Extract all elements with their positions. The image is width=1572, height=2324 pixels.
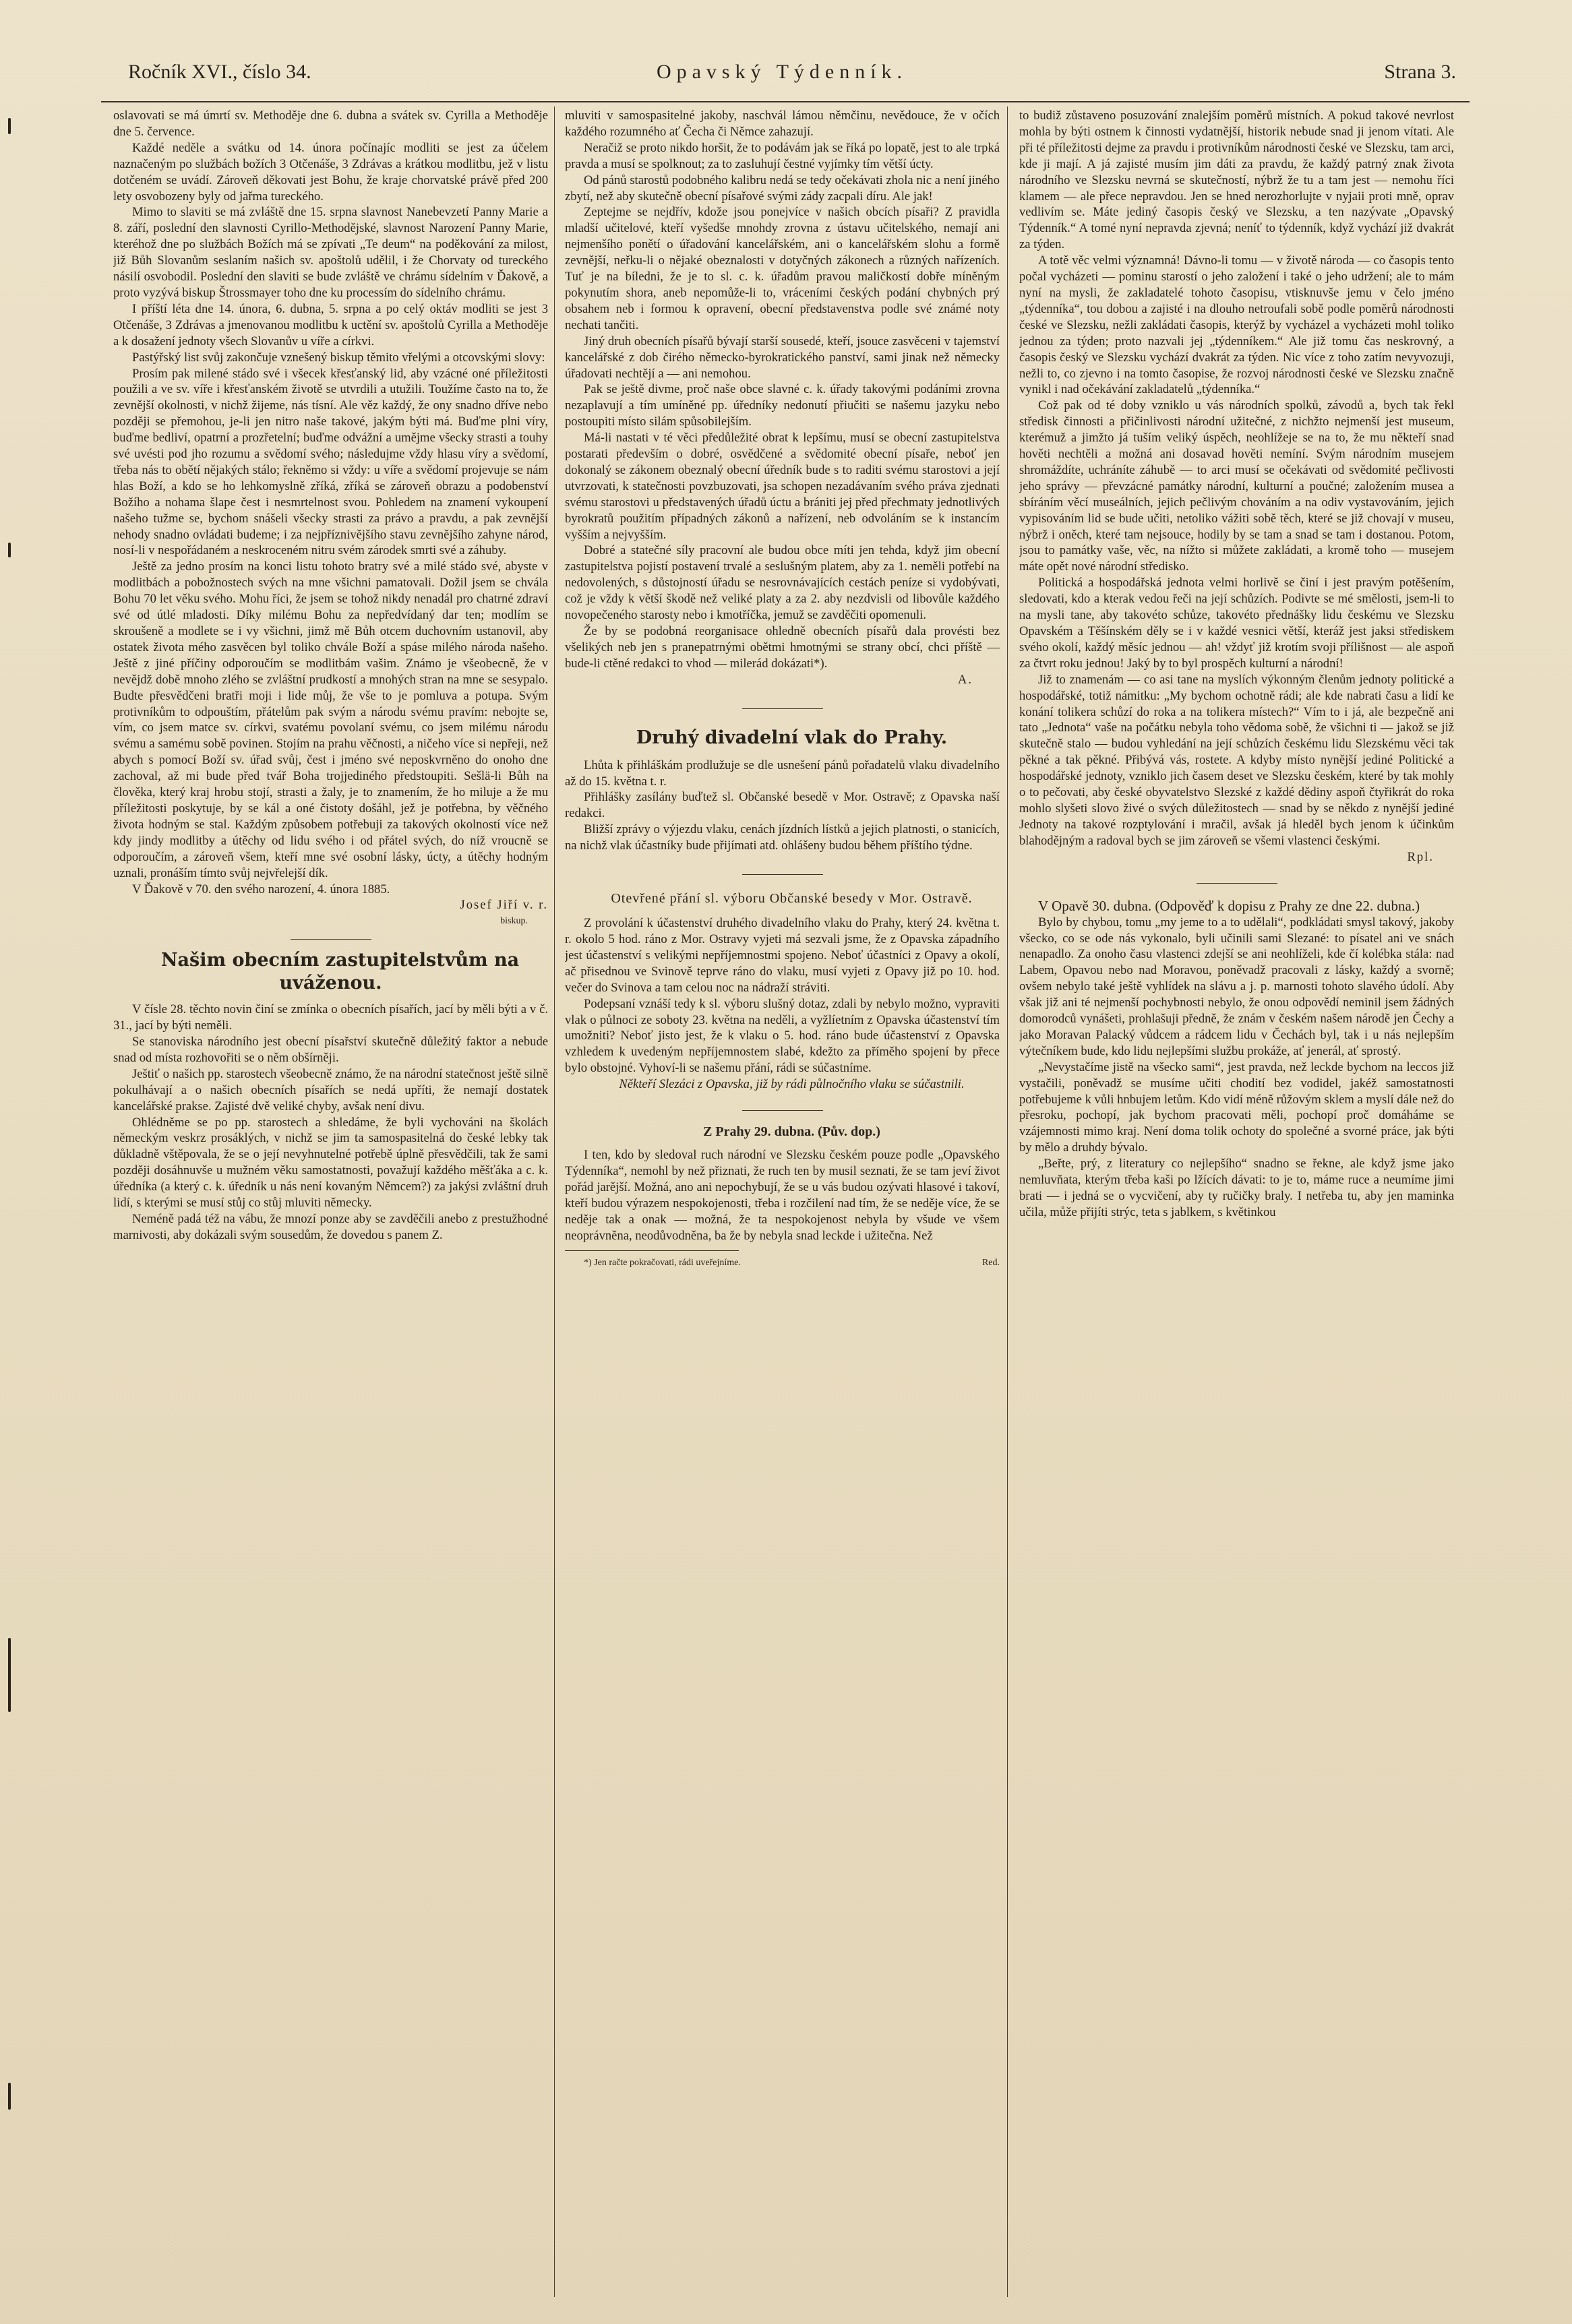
- paragraph: Pastýřský list svůj zakončuje vznešený biskup těmito vřelými a otcovskými slovy:: [132, 350, 545, 365]
- column-rule: [554, 106, 555, 2297]
- footnote-rule: [565, 1250, 739, 1251]
- footnote-text: *) Jen račte pokračovati, rádi uveřejníme.: [584, 1258, 741, 1268]
- footnote: [565, 1255, 1000, 1271]
- paragraph: Že by se podobná reorganisace ohledně obecních písařů dala provésti bez všelikých neb jen s pranepatrnými obětmi hmotnými se strany obcí, chci příště — bude-li ctěné redakci to vhod — milerád dokázati*).: [565, 624, 1000, 671]
- paragraph: Bylo by chybou, tomu „my jeme to a to udělali“, podkládati smysl takový, jakoby všecko, co se ode nás vykonalo, byli učinili sami Slezané: to písatel ani ve snách nenapadlo. Za onoho času vlastenci zdejší se ani neohlíželi, kde čí kolébka stála: nad Labem, Opavou nebo nad Moravou, poněvadž pracovali z lásky, každý a svorně; ovšem nebylo také ještě vyhlídek na slávu a j. p. marnosti tohoto slavého údolí. Aby však již ani té nejmenší pochybnosti nebylo, že onou odpovědí neminil jsem žádných domorodců vynášeti, prohlašuji předně, že znám v českém našem národě jen Čechy a jako Moravan Palacký vůdcem a rádcem lidu v Čechách byl, tak i u nás nejlepším výtečníkem bude, kdo lidu nejlepšími službu prokáže, ať jenerál, ať sprostý.: [1019, 915, 1454, 1058]
- section-divider: [742, 708, 823, 709]
- article-headline: V Opavě 30. dubna. (Odpověď k dopisu z Prahy ze dne 22. dubna.): [1038, 897, 1420, 914]
- author-initial: Rpl.: [1407, 849, 1434, 864]
- binder-hole-mark: [8, 543, 11, 557]
- binder-hole-mark: [8, 2083, 11, 2110]
- paragraph: Přihlášky zasílány buďtež sl. Občanské besedě v Mor. Ostravě; z Opavska naší redakci.: [565, 790, 1000, 821]
- column-1: [113, 108, 548, 2292]
- newspaper-title: Opavský Týdenník.: [656, 61, 908, 83]
- paragraph: V čísle 28. těchto novin činí se zmínka o obecních písařích, jací by měli býti a v č. 31., jací by býti neměli.: [113, 1002, 548, 1033]
- paragraph: Pak se ještě divme, proč naše obce slavné c. k. úřady takovými podáními zrovna nezaplavují a tím umíněné pp. úředníky nedonutí přiučiti se našemu jazyku nebo postoupiti místo silám spůsobilejším.: [565, 382, 1000, 429]
- article-headline: Z Prahy 29. dubna. (Pův. dop.): [703, 1124, 880, 1140]
- paragraph: Z provolání k účastenství druhého divadelního vlaku do Prahy, který 24. května t. r. okolo 5 hod. ráno z Mor. Ostravy vyjeti má sezvali jsme, že z Opavska západního jest účastenství s velikými nepříjemnostmi spojeno. Neboť účastníci z Opavy a okolí, ač přisednou ve Svinově teprve ráno do vlaku, musí vyjeti z Opavy již po 10. hod. večer do Svinova a tam celou noc na nádraží stráviti.: [565, 916, 1000, 995]
- paragraph: Bližší zprávy o výjezdu vlaku, cenách jízdních lístků a jejich platnosti, o stanicích, na nichž vlak účastníky bude přijímati atd. ohlášeny budou během příštího týdne.: [565, 822, 1000, 853]
- paragraph: „Nevystačíme jistě na všecko sami“, jest pravda, než leckde bychom na leccos již vystačili, poněvadž se musíme učiti chodití bez vodidel, jakéž samostatnosti potřebujeme k vůli hnbujem letům. Kdo vidí méně růžovým sklem a myslí dále než do přesroku, pochopí, jak bychom pracovati měli, pochopí proč domáháme se vzájemnosti mimo kraj. Není doma tolik ochoty do společné a svorné práce, jak býti by mělo a druhdy bývalo.: [1019, 1060, 1454, 1155]
- dateline: V Ďakově v 70. den svého narození, 4. února 1885.: [132, 882, 390, 896]
- paragraph: I ten, kdo by sledoval ruch národní ve Slezsku českém pouze podle „Opavského Týdenníka“, nemohl by než přiznati, že ruch ten by musil seznati, že se tam jeví život pořád jarější. Možná, ano ani nepochybují, že se u vás budou ozývati hlasové i takoví, kteří budou výrazem nespokojenosti, třeba i rozčilení nad tím, že se neděje více, že se neděje tak a onak — možná, že ta nespokojenost nebyla by všude ve všem neoprávněna, neodůvodněna, ba že by nebyla snad leckde i užitečna. Než: [565, 1148, 1000, 1243]
- paragraph: Ještě za jedno prosím na konci listu tohoto bratry své a milé stádo své, abyste v modlitbách a pobožnostech svých na mne všichni pamatovali. Dožil jsem se chvála Bohu 70 let věku svého. Mohu říci, že jsem se tohož nikdy nenadál pro chatrné zdraví své od útlé mladosti. Díky milému Bohu za nepředvídaný dar ten; modlím se skroušeně a modlete se i vy všichni, jimž mě Bůh otcem duchovním ustanovil, aby ostatek života mého zasvěcen byl toliko chvále Boží a spáse milého národa našeho. Ještě z jiné příčiny odporoučím se modlitbám vašim. Známo je všeobecně, že v nevějdž době mnoho zlého se zvláštní prudkostí a mnohých stran na mne se sesypalo. Budte přesvědčeni bratři moji i lide můj, že vše to je pomluva a potupa. Svým protivníkům to odpouštím, přátelům pak svým a národu svému pravím: nebojte se, vím, co jsem matce sv. církvi, svatému povolaní svému, co jsem milému národu svému a samému sobě povinen. Stojím na prahu věčnosti, a ničeho více si nepřeji, než abych s pomocí Boží sv. úřad svůj, čest i jméno své neposkvrněno do onoho dne zachoval, až mi bude před tvář Boha trojjediného předstoupiti. Sešlä-li Bůh na člověka, který kraj hrobu stojí, strasti a žaly, je to znamením, že ho miluje a že mu příležitosti poskytuje, by se kál a oné čistoty došáhl, jež je potřebna, by věčného života hodným se stal. Každým způsobem potřebuji za takových okolností více než kdy jindy modlitby a útěchy od lidu svého i od přátel svých, do níž vroucně se odporoučím, a zároveň všem, kteří mne své osobní lásky, úcty, a útěchy hodným uznali, pronáším tímto svůj nejvřelejší dík.: [113, 559, 548, 880]
- section-divider: [1197, 883, 1277, 884]
- paragraph: Jiný druh obecních písařů bývají starší sousedé, kteří, jsouce zasvěceni v tajemství kancelářské z dob čirého německo-byrokratického panství, sami jinak než německy úřadovati nechtějí a — ani nemohou.: [565, 334, 1000, 381]
- footnote-editor: Red.: [981, 1258, 1000, 1268]
- signature-title: biskup.: [500, 916, 528, 927]
- section-divider: [742, 874, 823, 875]
- paragraph: Neračiž se proto nikdo horšit, že to podávám jak se říká po lopatě, jest to ale trpká pravda a musí se spolknout; za to zasluhují čestné vyjímky tím větší úcty.: [565, 140, 1000, 171]
- paragraph: I příští léta dne 14. února, 6. dubna, 5. srpna a po celý oktáv modliti se jest 3 Otčenáše, 3 Zdrávas a jmenovanou modlitbu k uctění sv. apoštolů Cyrilla a Methoděje a k dosažení jednoty všech Slovanův u víře a církvi.: [113, 301, 548, 348]
- paragraph: mluviti v samospasitelné jakoby, naschvál lámou němčinu, nevědouce, že v očích každého rozumného ať Čecha či Němce zahazují.: [565, 109, 1000, 139]
- binder-hole-mark: [8, 1638, 11, 1712]
- paragraph: Má-li nastati v té věci předůležité obrat k lepšímu, musí se obecní zastupitelstva postarati především o dobré, osvědčené a svědomité obecní písaře, neboť jen dokonalý se zákonem obeznalý obecní úředník bude s to raditi svému starostovi a její utvrzovati, k statečnosti povzbuzovati, jsa schopen nezadávaním svého práva zjednati svému starostovi u představených úřadů úctu a brániti jej před přechmaty jednotlivých byrokratů použitím případných zákonů a nařízení, neb odvoláním se k instancím vyšším a nejvyšším.: [565, 431, 1000, 542]
- paragraph: Ještiť o našich pp. starostech všeobecně známo, že na národní statečnost ještě silně pokulhávají a o našich obecních písařích se nedá upříti, že nemají dostatek kancelářské prakse. Zajisté dvě veliké chyby, avšak není divu.: [113, 1066, 548, 1113]
- section-divider: [291, 939, 371, 940]
- paragraph: Se stanoviska národního jest obecní písařství skutečně důležitý faktor a nebude snad od místa rozhovořiti se o něm obšírněji.: [113, 1035, 548, 1065]
- page-header: [101, 61, 1463, 92]
- paragraph: Od pánů starostů podobného kalibru nedá se tedy očekávati zhola nic a není jiného zbytí, než aby skutečně obecní písařové svými zády zacpali díru. Ale jak!: [565, 173, 1000, 204]
- paragraph: Zeptejme se nejdřív, kdože jsou ponejvíce v našich obcích písaři? Z pravidla mladší učitelové, kteří vyšedše mnohdy zrovna z ústavu učitelského, nemají ani nejmenšího ponětí o úřadování kancelářském, ani o kancelářském slohu a formě zevnější, neřku-li o nějaké obeznalosti v dotyčných zákonech a různých nařízeních. Tuť je na bíledni, že je to sl. c. k. úřadům pravou maličkostí dobře míněným pokynutím shora, aneb nepomůže-li to, vráceními českých podání chybných prý obsahem neb i formou k opravení, obecní představenstva podle své známé noty nechati tančiti.: [565, 205, 1000, 332]
- paragraph: Každé neděle a svátku od 14. února počínajíc modliti se jest za účelem naznačeným po službách božích 3 Otčenáše, 3 Zdrávas a krátkou modlitbu, jež v listu dotčeném se uvádí. Zároveň děkovati jest Bohu, že kraje chorvatské právě před 200 lety osvobozeny byly od jařma tureckého.: [113, 140, 548, 204]
- paragraph: Lhůta k přihláškám prodlužuje se dle usnešení pánů pořadatelů vlaku divadelního až do 15. května t. r.: [565, 758, 1000, 789]
- column-3: [1019, 108, 1454, 2292]
- page-number: Strana 3.: [1384, 61, 1456, 83]
- paragraph: Dobré a statečné síly pracovní ale budou obce míti jen tehda, když jim obecní zastupitelstva pojistí postavení trvalé a seslušným platem, aby za 1. neměli potřebí na nedovolených, s důstojností úřadu se nesrovnávajících cestách peníze si vydobývati, což je vždy k větší škodě než veliké platy a za 2. aby nezdvisli od libovůle každého novopečeného starosty nebo i kmotříčka, jemuž se zavděčiti opomenuli.: [565, 543, 1000, 623]
- binder-hole-mark: [8, 118, 11, 134]
- article-headline: Otevřené přání sl. výboru Občanské besedy v Mor. Ostravě.: [611, 891, 973, 907]
- signature: Josef Jiří v. r.: [460, 898, 548, 913]
- section-divider: [742, 1110, 823, 1111]
- volume-issue: Ročník XVI., číslo 34.: [128, 61, 311, 83]
- column-2: [565, 108, 1000, 2292]
- paragraph: Neméně padá též na vábu, že mnozí ponze aby se zavděčili anebo z prestužhodné marnivosti, aby dokázali svým sousedům, že dovedou s panem Z.: [113, 1212, 548, 1242]
- paragraph: to budiž zůstaveno posuzování znalejším poměrů místních. A pokud takové nevrlost mohla by býti ostnem k činnosti vydatnější, historik nebude snad ji jenom vítati. Ale při té příležitosti dejme za pravdu i protivníkům národnosti české ve Slezsku, tam arci, kde ji mají. A já zajisté musím jim dáti za pravdu, že každý patrný znak života národního ve Slezsku nevrná se skutečností, nýbrž že tu a tam jest — nemohu říci klamem — ale přece nepravdou. Jen se hned nerozhorlujte v nyjaii proti mně, oprav vedlivím se. Máte jediný časopis český ve Slezsku, a ten nazývate „Opavský Týdenník.“ A tomé nyní nepravda zjevná; neníť to týdenník, když vychází již dvakrát za týden.: [1019, 109, 1454, 252]
- paragraph: A totě věc velmi významná! Dávno-li tomu — v životě národa — co časopis tento počal vycházeti — pominu starostí o jeho založení i také o jeho udržení; ale to mám nyní na mysli, že zakladatelé tohoto časopisu, vtisknuvše jemu v čelo jméno „týdenníka“, tou dobou a zajisté i na dlouho netroufali sobě podle poměrů národnosti české ve Slezsku, nežli zakládati časopis, kterýž by vycházel a vycházeti mohl toliko jednou za týden; proto nazvali jej „týdenníkem.“ Ale již tomu čas neskrovný, a časopis český ve Slezsku vychází dvakrát za týden. Nic více z toho zatím nevyvozuji, nežli to, co zjevno i na tomto časopise, že rozvoj národnosti české ve Slezsku značně vynikl i nad očekávání zakladatelů „týdenníka.“: [1019, 253, 1454, 397]
- letter-signature: Někteří Slezáci z Opavska, již by rádi půlnočního vlaku se súčastnili.: [619, 1077, 965, 1092]
- column-rule: [1007, 106, 1008, 2297]
- paragraph: Ohlédněme se po pp. starostech a shledáme, že byli vychováni na školách německým veskrz prosáklých, v nichž se jim ta samospasitelná do české lebky tak důkladně vštěpovala, že se o její nevyhnutelné potřebě úplně přesvědčili, tak že sami později dosáhnuvše u mužném věku samostatnosti, považují každého měšťáka a c. k. úředníka (a který c. k. úředník u nás není kovaným Němcem?) za jakýsi zvláštní druh lidí, s kterými se musí stůj co stůj mluviti německy.: [113, 1115, 548, 1211]
- paragraph: oslavovati se má úmrtí sv. Methoděje dne 6. dubna a svátek sv. Cyrilla a Methoděje dne 5. července.: [113, 109, 548, 139]
- paragraph: Již to znamenám — co asi tane na myslích výkonným členům jednoty politické a hospodářské, totiž námitku: „My bychom ochotně rádi; ale kde nabrati času a lidí ke konání tolikera schůzí do roka a na tolikera místech?“ Vím to i já, ale bezpečně ani tato „Jednota“ vaše na počátku nebyla toho vědoma sobě, že všichni ti — jakož se již skutečně stalo — budou vyhledání na její schůzích českému lidu Slezskému věci tak pěkné a tak pěkné. Přibývá vás, rostete. A kdyby místo nynější jediné Politické a hospodářské jednoty, vzniklo jich časem deset ve Slezsku českém, které by tak mohly o to pečovati, aby české obyvatelstvo Slezské z každé dědiny aspoň čtyřikrát do roka mohlo slyšeti slovo živé o svých důležitostech — snad by se někdo z nynější jediné Jednoty na takové rozptylování i mračil, avšak já hleděl bych jenom k účinkům blahodějným a radoval bych se jim zároveň se všemi vlastenci českými.: [1019, 672, 1454, 848]
- paragraph: Politická a hospodářská jednota velmi horlivě se činí i jest pravým potěšením, sledovati, kdo a kterak vedou řeči na její schůzích. Podivte se mé smělosti, jsem-li to na mysli tane, aby takovéto schůze, takovéto přednášky lidu českému ve Slezsku Opavském a Těšínském děly se i v každé vesnici větší, kteráž jest jaksi střediskem svého okolí, každý měsíc jednou — ah! vždyť již krotím svoji přílišnost — ale aspoň za čtvrt roku jednou! Jaký by to byl prospěch kulturní a národní!: [1019, 576, 1454, 671]
- paragraph: Prosím pak milené stádo své i všecek křesťanský lid, aby vzácné oné příležitosti použili a ve sv. víře i křesťanském životě se utvrdili a utužili. Toužíme často na to, že zevnější okolnosti, v nichž žijeme, nás tísní. Ale věz každý, že ony snadno dříve nebo později se přemohou, je-li jen nitro naše takové, jakým býti má. Buďme plni víry, buďme bedliví, opatrní a prozřetelní; buďme odvážní a umějme všecky strasti a touhy své uvésti pod jho rozumu a svědomí svého; následujme vždy hlasu víry a svědomí, třeba nás to obětí nějakých stálo; řekněmo si vždy: u víře a svědomí projevuje se nám hlas Boží, a kdo se ho lehkomyslně zříká, zříká se zároveň obrazu a podobenství Božího a nohama šlape čest i nesmrtelnost svou. Pohledem na znamení vykoupení našeho tužme se, bychom snášeli všecky strasti za právo a pravdu, a pak zevnější nehody snadno ovládati budeme; i za nejpříznivějšího stavu zevnějšího zahyne národ, nosí-li v nespořádaném a neskroceném nitru svém zárodek smrti své a záhuby.: [113, 366, 548, 558]
- paragraph: Což pak od té doby vzniklo u vás národních spolků, závodů a, bych tak řekl středisk činnosti a přičinlivosti národní užitečné, z nichžto nejmenší jest museum, kterémuž a jimžto já tuším veliký úspěch, neohlížeje se na to, že mu někteří snad hověti nechtěli a možná ani dosavad hověti nemíní. Svým národním musejem shromáždíte, uchráníte záhubě — to arci musí se očekávati od svědomité pečlivosti jeho správy — převzácné památky národní, kulturní a poučné; založením musea a sbíráním věcí museálních, jejich pečlivým chováním a na odiv vystavováním, jejich vypisováním lid se bude učiti, netoliko vážiti sobě těch, které se již chovají v museu, nýbrž i oněch, které tam nejsouce, hodily by se tam a snad se tam i dostanou. Potom, jsou to památky vaše, věc, na nížto si můžete zakládati, a kromě toho — musejem máte opět nové národní středisko.: [1019, 398, 1454, 574]
- paragraph: Podepsaní vznáší tedy k sl. výboru slušný dotaz, zdali by nebylo možno, vypraviti vlak o půlnoci ze soboty 23. května na neděli, a vyžlíetním z Opavska účastenství tím umožniti? Neboť jisto jest, že k vlaku o 5. hod. ráno bude účastenství z Opavska vzhledem k uvedeným nepříjemnostem slabé, kdežto za příměho spojení by přece bylo obstojné. Vyhoví-li se našemu přání, rádi se súčastníme.: [565, 996, 1000, 1076]
- article-headline: Druhý divadelní vlak do Prahy.: [636, 727, 948, 748]
- paragraph: „Beřte, prý, z literatury co nejlepšího“ snadno se řekne, ale když jsme jako nemluvňata, kterým třeba kaši po lžících dávati: to je to, máme ruce a neumíme jimi brati — i jedná se o vycvičení, aby ty ručičky braly. I netřeba tu, aby jen maminka učila, může přijíti strýc, teta s jablkem, s květinkou: [1019, 1157, 1454, 1219]
- author-initial: A.: [957, 672, 973, 687]
- article-headline: Našim obecním zastupitelstvům na uváženou.: [160, 950, 520, 994]
- header-rule: [101, 101, 1470, 102]
- paragraph: Mimo to slaviti se má zvláště dne 15. srpna slavnost Nanebevzetí Panny Marie a 8. září, poslední den slavnosti Cyrillo-Methodějské, slavnost Narození Panny Marie, kteréhož dne po službách Božích má se zpívati „Te deum“ na poděkování za milost, již Bůh Slovanům seslaním našich sv. apoštolů udělil, i že Chorvaty od tureckého násilí osvobodil. Poslední den slaviti se bude zvláště ve chrámu sídelním v Ďakově, a proto vyzývá biskup Štrossmayer toho dne ku processím do sídelního chrámu.: [113, 205, 548, 300]
